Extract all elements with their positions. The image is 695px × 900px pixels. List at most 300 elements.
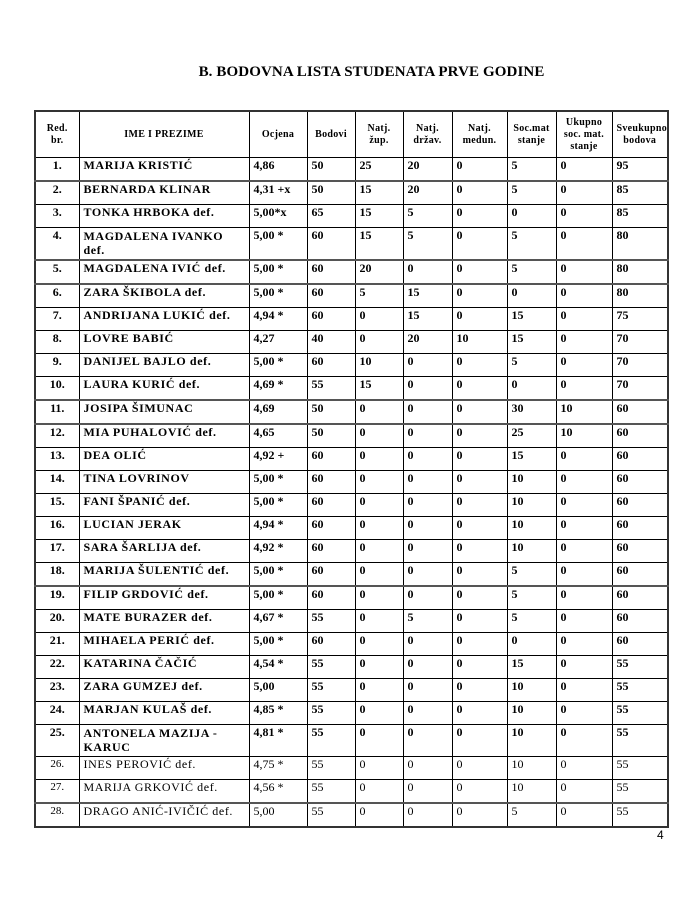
- cell-drzav: 20: [403, 158, 452, 182]
- cell-soc: 10: [507, 702, 556, 725]
- cell-drzav: 20: [403, 181, 452, 205]
- header-soc: Soc.mat stanje: [507, 111, 556, 158]
- cell-bodovi: 55: [307, 780, 355, 804]
- cell-ukupno-soc: 0: [556, 494, 612, 517]
- cell-zup: 5: [355, 284, 403, 308]
- cell-name: MAGDALENA IVIĆ def.: [79, 260, 249, 284]
- cell-medun: 0: [452, 780, 507, 804]
- cell-medun: 0: [452, 354, 507, 377]
- cell-bodovi: 50: [307, 158, 355, 182]
- cell-ocjena: 4,81 *: [249, 725, 307, 757]
- cell-name: MATE BURAZER def.: [79, 610, 249, 633]
- cell-rb: 26.: [35, 757, 79, 780]
- cell-drzav: 0: [403, 563, 452, 587]
- cell-ukupno-soc: 0: [556, 517, 612, 540]
- cell-ukupno-soc: 0: [556, 205, 612, 228]
- cell-sveukupno: 55: [612, 679, 668, 702]
- cell-name: LAURA KURIĆ def.: [79, 377, 249, 401]
- cell-sveukupno: 60: [612, 563, 668, 587]
- table-row: [35, 400, 668, 424]
- cell-ukupno-soc: 0: [556, 563, 612, 587]
- table-row: [35, 158, 668, 182]
- cell-soc: 10: [507, 679, 556, 702]
- cell-name: ANDRIJANA LUKIĆ def.: [79, 308, 249, 331]
- cell-zup: 0: [355, 757, 403, 780]
- cell-rb: 10.: [35, 377, 79, 401]
- table-row: [35, 633, 668, 656]
- cell-sveukupno: 60: [612, 448, 668, 471]
- cell-bodovi: 50: [307, 424, 355, 448]
- header-zup: Natj. žup.: [355, 111, 403, 158]
- cell-drzav: 0: [403, 656, 452, 679]
- cell-zup: 0: [355, 679, 403, 702]
- cell-name: MIA PUHALOVIĆ def.: [79, 424, 249, 448]
- cell-rb: 16.: [35, 517, 79, 540]
- cell-ocjena: 4,69: [249, 400, 307, 424]
- cell-drzav: 15: [403, 284, 452, 308]
- cell-sveukupno: 70: [612, 377, 668, 401]
- cell-rb: 3.: [35, 205, 79, 228]
- cell-name: ZARA GUMZEJ def.: [79, 679, 249, 702]
- cell-soc: 5: [507, 354, 556, 377]
- cell-medun: 0: [452, 308, 507, 331]
- cell-bodovi: 60: [307, 448, 355, 471]
- header-ocjena: Ocjena: [249, 111, 307, 158]
- cell-name: BERNARDA KLINAR: [79, 181, 249, 205]
- cell-medun: 0: [452, 471, 507, 494]
- cell-medun: 0: [452, 586, 507, 610]
- cell-soc: 10: [507, 517, 556, 540]
- cell-sveukupno: 60: [612, 424, 668, 448]
- cell-name: FANI ŠPANIĆ def.: [79, 494, 249, 517]
- cell-bodovi: 50: [307, 181, 355, 205]
- cell-soc: 5: [507, 610, 556, 633]
- cell-bodovi: 55: [307, 702, 355, 725]
- cell-zup: 0: [355, 308, 403, 331]
- cell-name: MIHAELA PERIĆ def.: [79, 633, 249, 656]
- cell-drzav: 0: [403, 702, 452, 725]
- cell-medun: 0: [452, 284, 507, 308]
- cell-bodovi: 65: [307, 205, 355, 228]
- table-row: [35, 656, 668, 679]
- cell-soc: 15: [507, 656, 556, 679]
- cell-rb: 17.: [35, 540, 79, 563]
- cell-ocjena: 4,75 *: [249, 757, 307, 780]
- cell-medun: 0: [452, 725, 507, 757]
- cell-name: MARIJA KRISTIĆ: [79, 158, 249, 182]
- cell-medun: 0: [452, 181, 507, 205]
- cell-ocjena: 5,00 *: [249, 354, 307, 377]
- cell-ukupno-soc: 0: [556, 377, 612, 401]
- cell-rb: 15.: [35, 494, 79, 517]
- cell-zup: 0: [355, 540, 403, 563]
- cell-zup: 0: [355, 424, 403, 448]
- cell-zup: 0: [355, 586, 403, 610]
- cell-soc: 10: [507, 780, 556, 804]
- table-row: [35, 586, 668, 610]
- cell-name: KATARINA ČAČIĆ: [79, 656, 249, 679]
- table-row: [35, 308, 668, 331]
- cell-rb: 25.: [35, 725, 79, 757]
- cell-drzav: 0: [403, 260, 452, 284]
- cell-medun: 0: [452, 400, 507, 424]
- cell-drzav: 20: [403, 331, 452, 354]
- cell-ocjena: 4,54 *: [249, 656, 307, 679]
- cell-rb: 14.: [35, 471, 79, 494]
- cell-name: INES PEROVIĆ def.: [79, 757, 249, 780]
- cell-zup: 0: [355, 633, 403, 656]
- cell-drzav: 5: [403, 205, 452, 228]
- cell-soc: 10: [507, 725, 556, 757]
- cell-bodovi: 40: [307, 331, 355, 354]
- cell-rb: 9.: [35, 354, 79, 377]
- cell-sveukupno: 60: [612, 400, 668, 424]
- cell-bodovi: 60: [307, 633, 355, 656]
- cell-zup: 0: [355, 448, 403, 471]
- table-row: [35, 228, 668, 261]
- cell-medun: 0: [452, 494, 507, 517]
- cell-sveukupno: 55: [612, 725, 668, 757]
- cell-bodovi: 60: [307, 540, 355, 563]
- cell-name: LUCIAN JERAK: [79, 517, 249, 540]
- cell-rb: 18.: [35, 563, 79, 587]
- cell-ukupno-soc: 0: [556, 308, 612, 331]
- cell-soc: 10: [507, 757, 556, 780]
- cell-name: MAGDALENA IVANKO def.: [79, 228, 249, 261]
- cell-name: MARJAN KULAŠ def.: [79, 702, 249, 725]
- cell-drzav: 0: [403, 494, 452, 517]
- table-row: [35, 540, 668, 563]
- cell-drzav: 0: [403, 424, 452, 448]
- table-row: [35, 725, 668, 757]
- table-row: [35, 448, 668, 471]
- header-drzav: Natj. držav.: [403, 111, 452, 158]
- cell-bodovi: 60: [307, 494, 355, 517]
- cell-zup: 0: [355, 656, 403, 679]
- cell-medun: 0: [452, 563, 507, 587]
- cell-medun: 0: [452, 803, 507, 827]
- cell-ukupno-soc: 0: [556, 586, 612, 610]
- cell-name: LOVRE BABIĆ: [79, 331, 249, 354]
- header-bodovi: Bodovi: [307, 111, 355, 158]
- cell-drzav: 0: [403, 679, 452, 702]
- cell-soc: 5: [507, 158, 556, 182]
- cell-name: DRAGO ANIĆ-IVIČIĆ def.: [79, 803, 249, 827]
- cell-ukupno-soc: 0: [556, 471, 612, 494]
- table-row: [35, 780, 668, 804]
- table-row: [35, 331, 668, 354]
- cell-ocjena: 4,27: [249, 331, 307, 354]
- cell-sveukupno: 55: [612, 803, 668, 827]
- cell-soc: 0: [507, 284, 556, 308]
- cell-soc: 5: [507, 586, 556, 610]
- cell-drzav: 0: [403, 471, 452, 494]
- cell-bodovi: 55: [307, 803, 355, 827]
- cell-medun: 0: [452, 424, 507, 448]
- cell-drzav: 5: [403, 610, 452, 633]
- table-row: [35, 803, 668, 827]
- cell-rb: 11.: [35, 400, 79, 424]
- cell-ocjena: 4,67 *: [249, 610, 307, 633]
- cell-bodovi: 55: [307, 656, 355, 679]
- cell-soc: 0: [507, 377, 556, 401]
- cell-rb: 7.: [35, 308, 79, 331]
- table-row: [35, 284, 668, 308]
- cell-soc: 10: [507, 494, 556, 517]
- cell-bodovi: 55: [307, 679, 355, 702]
- cell-name: MARIJA GRKOVIĆ def.: [79, 780, 249, 804]
- cell-name: DEA OLIĆ: [79, 448, 249, 471]
- cell-ukupno-soc: 0: [556, 679, 612, 702]
- table-row: [35, 702, 668, 725]
- cell-soc: 15: [507, 331, 556, 354]
- cell-rb: 23.: [35, 679, 79, 702]
- cell-drzav: 0: [403, 377, 452, 401]
- cell-zup: 0: [355, 725, 403, 757]
- cell-ukupno-soc: 0: [556, 260, 612, 284]
- cell-medun: 0: [452, 205, 507, 228]
- table-row: [35, 205, 668, 228]
- cell-drzav: 0: [403, 757, 452, 780]
- cell-ukupno-soc: 0: [556, 803, 612, 827]
- cell-rb: 1.: [35, 158, 79, 182]
- cell-ocjena: 4,94 *: [249, 517, 307, 540]
- document-title: [0, 64, 695, 81]
- cell-rb: 28.: [35, 803, 79, 827]
- cell-soc: 30: [507, 400, 556, 424]
- cell-rb: 2.: [35, 181, 79, 205]
- cell-bodovi: 60: [307, 586, 355, 610]
- cell-ocjena: 4,56 *: [249, 780, 307, 804]
- cell-medun: 0: [452, 448, 507, 471]
- cell-ocjena: 5,00*x: [249, 205, 307, 228]
- cell-ocjena: 5,00 *: [249, 284, 307, 308]
- cell-ukupno-soc: 0: [556, 702, 612, 725]
- cell-ukupno-soc: 0: [556, 354, 612, 377]
- cell-ukupno-soc: 0: [556, 780, 612, 804]
- cell-medun: 0: [452, 377, 507, 401]
- cell-drzav: 5: [403, 228, 452, 261]
- cell-ocjena: 4,69 *: [249, 377, 307, 401]
- cell-rb: 12.: [35, 424, 79, 448]
- cell-name: DANIJEL BAJLO def.: [79, 354, 249, 377]
- page-number: 4: [657, 828, 664, 842]
- cell-ukupno-soc: 10: [556, 400, 612, 424]
- cell-rb: 20.: [35, 610, 79, 633]
- cell-zup: 0: [355, 331, 403, 354]
- cell-ocjena: 4,85 *: [249, 702, 307, 725]
- cell-zup: 0: [355, 471, 403, 494]
- cell-ocjena: 5,00 *: [249, 228, 307, 261]
- cell-bodovi: 55: [307, 725, 355, 757]
- cell-ocjena: 4,92 *: [249, 540, 307, 563]
- cell-ocjena: 4,31 +x: [249, 181, 307, 205]
- cell-medun: 0: [452, 702, 507, 725]
- cell-rb: 4.: [35, 228, 79, 261]
- cell-sveukupno: 80: [612, 260, 668, 284]
- cell-rb: 24.: [35, 702, 79, 725]
- header-name: IME I PREZIME: [79, 111, 249, 158]
- document-title-text: B. BODOVNA LISTA STUDENATA PRVE GODINE: [198, 64, 545, 80]
- cell-zup: 0: [355, 803, 403, 827]
- table-row: [35, 679, 668, 702]
- cell-medun: 0: [452, 610, 507, 633]
- cell-ocjena: 5,00 *: [249, 260, 307, 284]
- cell-name: ZARA ŠKIBOLA def.: [79, 284, 249, 308]
- table-row: [35, 517, 668, 540]
- cell-drzav: 0: [403, 633, 452, 656]
- cell-ocjena: 5,00 *: [249, 633, 307, 656]
- cell-name: JOSIPA ŠIMUNAC: [79, 400, 249, 424]
- table-row: [35, 610, 668, 633]
- cell-rb: 22.: [35, 656, 79, 679]
- cell-medun: 0: [452, 656, 507, 679]
- cell-drzav: 0: [403, 725, 452, 757]
- cell-rb: 27.: [35, 780, 79, 804]
- cell-ocjena: 5,00: [249, 803, 307, 827]
- cell-ocjena: 4,86: [249, 158, 307, 182]
- cell-sveukupno: 95: [612, 158, 668, 182]
- cell-ocjena: 5,00 *: [249, 586, 307, 610]
- table-row: [35, 757, 668, 780]
- cell-sveukupno: 55: [612, 757, 668, 780]
- cell-zup: 15: [355, 181, 403, 205]
- cell-zup: 15: [355, 205, 403, 228]
- cell-drzav: 0: [403, 400, 452, 424]
- cell-ukupno-soc: 0: [556, 181, 612, 205]
- cell-sveukupno: 55: [612, 702, 668, 725]
- cell-bodovi: 60: [307, 260, 355, 284]
- cell-bodovi: 55: [307, 757, 355, 780]
- cell-name: TINA LOVRINOV: [79, 471, 249, 494]
- cell-bodovi: 60: [307, 228, 355, 261]
- cell-zup: 0: [355, 400, 403, 424]
- cell-ukupno-soc: 0: [556, 448, 612, 471]
- cell-medun: 10: [452, 331, 507, 354]
- cell-bodovi: 60: [307, 517, 355, 540]
- cell-sveukupno: 80: [612, 284, 668, 308]
- table-row: [35, 471, 668, 494]
- cell-rb: 8.: [35, 331, 79, 354]
- cell-rb: 6.: [35, 284, 79, 308]
- cell-medun: 0: [452, 228, 507, 261]
- cell-medun: 0: [452, 679, 507, 702]
- cell-sveukupno: 70: [612, 354, 668, 377]
- cell-rb: 19.: [35, 586, 79, 610]
- cell-sveukupno: 55: [612, 656, 668, 679]
- cell-drzav: 0: [403, 803, 452, 827]
- cell-drzav: 0: [403, 448, 452, 471]
- cell-zup: 0: [355, 494, 403, 517]
- cell-sveukupno: 60: [612, 494, 668, 517]
- cell-bodovi: 60: [307, 284, 355, 308]
- cell-zup: 0: [355, 610, 403, 633]
- cell-drzav: 0: [403, 517, 452, 540]
- cell-ocjena: 4,94 *: [249, 308, 307, 331]
- cell-soc: 15: [507, 448, 556, 471]
- cell-medun: 0: [452, 757, 507, 780]
- table-row: [35, 260, 668, 284]
- cell-drzav: 0: [403, 780, 452, 804]
- table-row: [35, 424, 668, 448]
- cell-zup: 15: [355, 228, 403, 261]
- cell-ukupno-soc: 0: [556, 656, 612, 679]
- cell-medun: 0: [452, 517, 507, 540]
- cell-sveukupno: 60: [612, 471, 668, 494]
- cell-soc: 15: [507, 308, 556, 331]
- cell-ocjena: 5,00 *: [249, 471, 307, 494]
- table-row: [35, 494, 668, 517]
- cell-bodovi: 60: [307, 563, 355, 587]
- cell-ukupno-soc: 0: [556, 228, 612, 261]
- cell-drzav: 15: [403, 308, 452, 331]
- cell-bodovi: 60: [307, 354, 355, 377]
- table-body: [35, 158, 668, 828]
- cell-ocjena: 4,65: [249, 424, 307, 448]
- cell-soc: 5: [507, 803, 556, 827]
- cell-soc: 5: [507, 260, 556, 284]
- cell-bodovi: 55: [307, 610, 355, 633]
- cell-sveukupno: 60: [612, 540, 668, 563]
- header-sveukupno: Sveukupno bodova: [612, 111, 668, 158]
- cell-soc: 10: [507, 540, 556, 563]
- cell-bodovi: 60: [307, 308, 355, 331]
- cell-sveukupno: 60: [612, 633, 668, 656]
- cell-sveukupno: 60: [612, 517, 668, 540]
- cell-ukupno-soc: 0: [556, 725, 612, 757]
- cell-ocjena: 5,00 *: [249, 494, 307, 517]
- cell-ukupno-soc: 0: [556, 757, 612, 780]
- cell-ukupno-soc: 0: [556, 540, 612, 563]
- cell-medun: 0: [452, 633, 507, 656]
- cell-ukupno-soc: 0: [556, 331, 612, 354]
- cell-soc: 5: [507, 228, 556, 261]
- table-row: [35, 181, 668, 205]
- cell-soc: 5: [507, 181, 556, 205]
- cell-zup: 0: [355, 702, 403, 725]
- cell-bodovi: 60: [307, 471, 355, 494]
- cell-ukupno-soc: 10: [556, 424, 612, 448]
- cell-ocjena: 5,00 *: [249, 563, 307, 587]
- cell-medun: 0: [452, 540, 507, 563]
- cell-ukupno-soc: 0: [556, 633, 612, 656]
- cell-ukupno-soc: 0: [556, 284, 612, 308]
- cell-name: SARA ŠARLIJA def.: [79, 540, 249, 563]
- cell-sveukupno: 55: [612, 780, 668, 804]
- cell-rb: 21.: [35, 633, 79, 656]
- cell-medun: 0: [452, 260, 507, 284]
- table-row: [35, 563, 668, 587]
- cell-sveukupno: 75: [612, 308, 668, 331]
- cell-ukupno-soc: 0: [556, 158, 612, 182]
- table-row: [35, 354, 668, 377]
- cell-name: MARIJA ŠULENTIĆ def.: [79, 563, 249, 587]
- table-header-row: [35, 111, 668, 158]
- cell-soc: 0: [507, 205, 556, 228]
- cell-rb: 5.: [35, 260, 79, 284]
- cell-sveukupno: 85: [612, 205, 668, 228]
- cell-ukupno-soc: 0: [556, 610, 612, 633]
- cell-sveukupno: 60: [612, 586, 668, 610]
- cell-soc: 10: [507, 471, 556, 494]
- cell-rb: 13.: [35, 448, 79, 471]
- cell-drzav: 0: [403, 586, 452, 610]
- cell-zup: 15: [355, 377, 403, 401]
- cell-drzav: 0: [403, 354, 452, 377]
- cell-soc: 0: [507, 633, 556, 656]
- cell-zup: 0: [355, 517, 403, 540]
- cell-zup: 25: [355, 158, 403, 182]
